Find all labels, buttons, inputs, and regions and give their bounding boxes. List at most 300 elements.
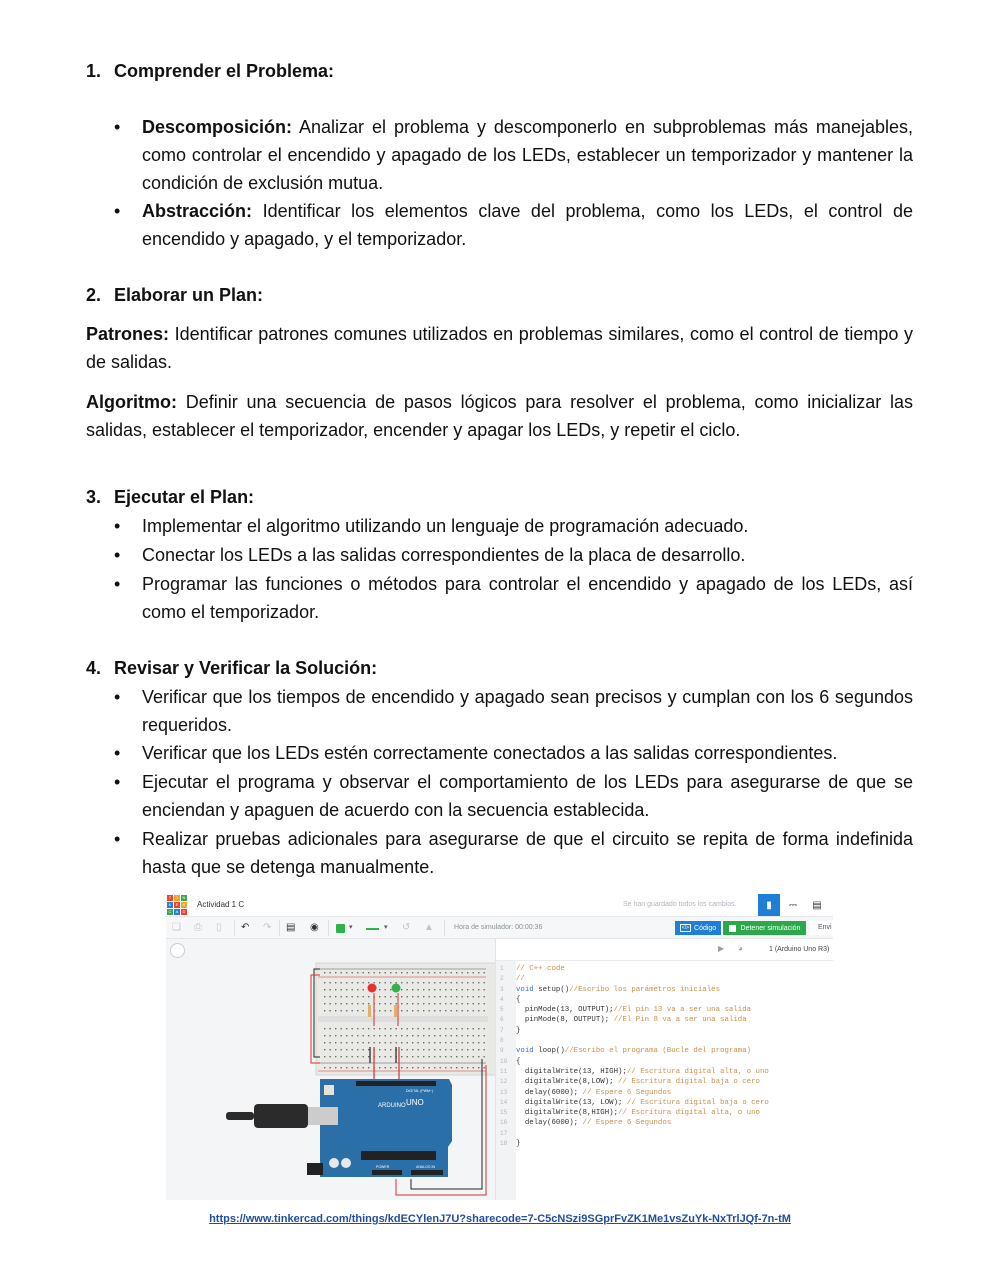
breadboard-hole [396, 1067, 397, 1068]
breadboard-hole [379, 1010, 380, 1011]
breadboard-hole [401, 972, 402, 973]
breadboard-hole [467, 1056, 468, 1057]
breadboard-hole [440, 982, 441, 983]
rotate-icon[interactable]: ↺ [402, 922, 411, 933]
breadboard-hole [357, 1010, 358, 1011]
breadboard-hole [484, 1010, 485, 1011]
logo-letter: E [175, 902, 179, 907]
line-number: 18 [500, 1140, 508, 1148]
save-status: Se han guardado todos los cambios. [623, 901, 737, 908]
breadboard-hole [352, 1042, 353, 1043]
breadboard-hole [467, 982, 468, 983]
breadboard-hole [363, 996, 364, 997]
breadboard-hole [401, 982, 402, 983]
project-title[interactable]: Actividad 1 C [197, 900, 245, 909]
power-label: POWER [376, 1165, 390, 1169]
breadboard-hole [473, 982, 474, 983]
breadboard-hole [451, 996, 452, 997]
breadboard-hole [379, 996, 380, 997]
breadboard-hole [440, 972, 441, 973]
breadboard-hole [335, 982, 336, 983]
breadboard-hole [390, 1042, 391, 1043]
breadboard-hole [423, 996, 424, 997]
breadboard-hole [412, 1003, 413, 1004]
breadboard-hole [357, 1056, 358, 1057]
line-number: 3 [500, 985, 504, 993]
step-icon[interactable]: ▶ [718, 944, 725, 953]
power-jack [307, 1163, 323, 1175]
analog-header [411, 1170, 443, 1175]
wire-type-picker[interactable] [366, 928, 379, 930]
breadboard-hole [379, 1003, 380, 1004]
breadboard-hole [385, 1042, 386, 1043]
chip-icon: ⎓ [789, 899, 797, 911]
tinkercad-link[interactable]: https://www.tinkercad.com/things/kdECYlenJ7U?sharecode=7-C5cNSzi9SGprFvZK1Me1vsZuYk-NxTrlJQf-7n-tM [209, 1213, 791, 1225]
breadboard-hole [484, 1028, 485, 1029]
breadboard-hole [330, 1042, 331, 1043]
code-comment: // Escritura digital alta, o uno [618, 1109, 760, 1118]
breadboard-hole [324, 1035, 325, 1036]
breadboard-hole [385, 1028, 386, 1029]
logo-letter: D [182, 909, 186, 914]
logo-letter: K [168, 902, 172, 907]
breadboard-hole [352, 1035, 353, 1036]
digital-label: DIGITAL (PWM~) [406, 1089, 434, 1093]
breadboard-hole [434, 996, 435, 997]
breadboard-hole [467, 1010, 468, 1011]
paragraph-algoritmo [86, 388, 913, 444]
breadboard-hole [330, 972, 331, 973]
flip-icon[interactable]: ▲ [424, 922, 434, 933]
code-comment: //Escribo el programa (Bucle del programa) [564, 1047, 752, 1056]
breadboard-hole [478, 989, 479, 990]
breadboard-hole [352, 1056, 353, 1057]
breadboard-hole [385, 989, 386, 990]
bullet-text: Realizar pruebas adicionales para asegurarse de que el circuito se repita de forma indefinida hasta que se detenga manualmente. [142, 829, 913, 877]
code-comment: //El pin 13 va a ser una salida [613, 1006, 752, 1015]
divider [444, 920, 445, 936]
code-comment: //El Pin 8 va a ser una salida [613, 1016, 747, 1025]
breadboard-hole [335, 972, 336, 973]
capacitor [341, 1158, 351, 1168]
breadboard-hole [462, 1067, 463, 1068]
code-text: pinMode(13, OUTPUT); [516, 1006, 614, 1015]
breadboard-hole [418, 1003, 419, 1004]
breadboard-hole [374, 1042, 375, 1043]
code-icon: </> [681, 925, 690, 931]
stop-simulation-button[interactable] [723, 921, 806, 935]
code-line [498, 1139, 769, 1149]
breadboard-hole [412, 989, 413, 990]
breadboard-hole [462, 989, 463, 990]
code-comment: // Escritura digital alta, o uno [626, 1067, 769, 1076]
bullet-text: Ejecutar el programa y observar el comportamiento de los LEDs para asegurarse de que se enciendan y apaguen de acuerdo con la secuencia establecida. [142, 772, 913, 820]
breadboard-hole [379, 1028, 380, 1029]
breadboard-hole [456, 972, 457, 973]
breadboard-hole [473, 1056, 474, 1057]
breadboard-hole [346, 1056, 347, 1057]
breadboard-hole [352, 972, 353, 973]
breadboard-hole [335, 1003, 336, 1004]
breadboard-hole [385, 1056, 386, 1057]
paste-icon[interactable]: ⎙ [194, 922, 202, 933]
breadboard-hole [324, 989, 325, 990]
breadboard-hole [456, 1010, 457, 1011]
breadboard-hole [407, 972, 408, 973]
color-picker[interactable] [336, 924, 345, 933]
code-editor[interactable] [498, 964, 769, 1149]
paragraph-patrones [86, 320, 913, 376]
breadboard-hole [385, 1067, 386, 1068]
breadboard-hole [379, 1056, 380, 1057]
breadboard-hole [346, 1035, 347, 1036]
section-title: Elaborar un Plan: [114, 285, 264, 305]
breadboard-hole [423, 989, 424, 990]
code-comment: // Escritura digital baja o cero [626, 1098, 769, 1107]
breadboard-hole [368, 1042, 369, 1043]
breadboard-hole [407, 982, 408, 983]
code-keyword: void [516, 985, 534, 994]
breadboard-hole [456, 1035, 457, 1036]
logo-letter: A [175, 909, 179, 914]
breadboard-hole [429, 1003, 430, 1004]
breadboard-hole [478, 1028, 479, 1029]
breadboard-hole [418, 1010, 419, 1011]
term: Patrones: [86, 324, 170, 344]
breadboard-hole [341, 1003, 342, 1004]
breadboard-hole [456, 1028, 457, 1029]
code-text: digitalWrite(13, LOW); [516, 1098, 627, 1107]
breadboard-hole [357, 1042, 358, 1043]
breadboard-hole [346, 996, 347, 997]
breadboard-hole [324, 1042, 325, 1043]
breadboard-hole [445, 996, 446, 997]
breadboard-hole [462, 1035, 463, 1036]
breadboard-hole [330, 1003, 331, 1004]
breadboard-hole [401, 1049, 402, 1050]
breadboard-hole [352, 1028, 353, 1029]
breadboard-hole [418, 1035, 419, 1036]
breadboard-hole [390, 1049, 391, 1050]
breadboard-hole [429, 982, 430, 983]
breadboard-hole [484, 982, 485, 983]
breadboard-hole [473, 1035, 474, 1036]
breadboard-hole [462, 1056, 463, 1057]
breadboard-hole [341, 1049, 342, 1050]
breadboard-hole [462, 982, 463, 983]
breadboard-hole [434, 1028, 435, 1029]
list-item [142, 113, 913, 197]
breadboard-hole [324, 1028, 325, 1029]
breadboard-hole [368, 1003, 369, 1004]
device-select[interactable]: 1 (Arduino Uno R3) [762, 943, 833, 957]
breadboard-hole [363, 1056, 364, 1057]
breadboard-hole [434, 1003, 435, 1004]
breadboard-hole [418, 972, 419, 973]
breadboard-hole [478, 972, 479, 973]
section-number: 2. [86, 285, 102, 305]
code-line [498, 1118, 769, 1128]
breadboard-hole [484, 989, 485, 990]
breadboard-hole [357, 989, 358, 990]
breadboard-hole [396, 1003, 397, 1004]
tinkercad-screenshot [166, 893, 833, 1200]
breadboard-hole [462, 1028, 463, 1029]
usb-plug [306, 1107, 338, 1125]
section-number: 4. [86, 658, 102, 678]
breadboard-hole [418, 1049, 419, 1050]
resistor [394, 1005, 397, 1017]
breadboard-hole [473, 972, 474, 973]
breadboard-hole [363, 1042, 364, 1043]
code-line [498, 1046, 769, 1056]
breadboard-hole [379, 989, 380, 990]
code-button[interactable] [675, 921, 721, 935]
breadboard-hole [467, 989, 468, 990]
breadboard-hole [412, 1035, 413, 1036]
breadboard-hole [374, 972, 375, 973]
breadboard-hole [330, 1010, 331, 1011]
breadboard-hole [484, 996, 485, 997]
breadboard-hole [346, 1049, 347, 1050]
list-item [142, 683, 913, 739]
breadboard-hole [451, 1003, 452, 1004]
undo-icon[interactable]: ↶ [241, 922, 250, 933]
breadboard-hole [434, 1049, 435, 1050]
breadboard-hole [357, 972, 358, 973]
code-line [498, 1005, 769, 1015]
breadboard-hole [412, 1028, 413, 1029]
chevron-down-icon[interactable]: ▾ [349, 924, 353, 931]
line-number: 5 [500, 1006, 504, 1014]
breadboard-channel [318, 1016, 488, 1022]
breadboard-hole [390, 1003, 391, 1004]
code-text: { [516, 1057, 521, 1066]
bullet-text: Analizar el problema y descomponerlo en subproblemas más manejables, como controlar el encendido y apagado de los LEDs, establecer un temporizador y mantener la condición de exclusión mutua. [142, 117, 913, 193]
breadboard-hole [423, 982, 424, 983]
line-number: 17 [500, 1129, 508, 1137]
breadboard-hole [484, 1049, 485, 1050]
breadboard-hole [412, 996, 413, 997]
copy-icon[interactable]: ❏ [172, 922, 181, 933]
breadboard-hole [407, 1028, 408, 1029]
code-comment: // Espere 6 Segundos [582, 1119, 672, 1128]
list-icon: ▤ [812, 899, 822, 911]
breadboard-hole [473, 1003, 474, 1004]
debug-icon[interactable]: ◕ [738, 944, 743, 953]
breadboard-hole [434, 1010, 435, 1011]
logo-letter: I [174, 895, 180, 901]
breadboard-hole [341, 1028, 342, 1029]
code-text: setup() [533, 985, 570, 994]
redo-icon[interactable]: ↷ [263, 922, 272, 933]
digital-header [356, 1081, 436, 1086]
schematic-view-button[interactable] [782, 894, 804, 916]
breadboard-hole [407, 1042, 408, 1043]
line-number: 11 [500, 1067, 508, 1075]
breadboard-hole [423, 1003, 424, 1004]
breadboard-hole [462, 1003, 463, 1004]
breadboard-hole [451, 1042, 452, 1043]
board-model: UNO [406, 1098, 424, 1107]
arduino-board [320, 1079, 452, 1177]
breadboard-hole [368, 996, 369, 997]
breadboard-hole [478, 1049, 479, 1050]
stop-icon [729, 925, 736, 932]
breadboard-hole [374, 1028, 375, 1029]
list-item [142, 739, 913, 767]
breadboard-hole [456, 982, 457, 983]
breadboard-hole [445, 1028, 446, 1029]
code-line [498, 1026, 769, 1036]
breadboard-hole [368, 1056, 369, 1057]
breadboard-hole [429, 1067, 430, 1068]
breadboard-hole [368, 982, 369, 983]
breadboard-hole [335, 989, 336, 990]
breadboard-hole [429, 972, 430, 973]
bullet-text: Identificar los elementos clave del problema, como los LEDs, el control de encendido y apagado, y el temporizador. [142, 201, 913, 249]
notes-icon[interactable]: ▤ [286, 922, 296, 933]
breadboard-hole [385, 1010, 386, 1011]
chevron-down-icon[interactable]: ▾ [384, 924, 388, 931]
breadboard-hole [440, 1035, 441, 1036]
breadboard-hole [330, 989, 331, 990]
breadboard-hole [390, 972, 391, 973]
breadboard-hole [341, 989, 342, 990]
breadboard-hole [368, 1067, 369, 1068]
breadboard-hole [363, 1003, 364, 1004]
breadboard-hole [418, 989, 419, 990]
line-number: 4 [500, 995, 504, 1003]
breadboard-hole [418, 1028, 419, 1029]
breadboard-hole [379, 1042, 380, 1043]
board-brand: ARDUINO [378, 1103, 406, 1109]
line-number: 6 [500, 1016, 504, 1024]
breadboard-hole [467, 1028, 468, 1029]
breadboard-hole [368, 1028, 369, 1029]
breadboard-hole [330, 982, 331, 983]
circuit-canvas[interactable] [166, 939, 495, 1200]
breadboard-hole [335, 1035, 336, 1036]
code-comment: // [516, 975, 525, 984]
delete-icon[interactable]: ▯ [216, 922, 222, 933]
code-text: pinMode(8, OUTPUT); [516, 1016, 614, 1025]
send-button[interactable]: Envi [810, 921, 833, 935]
breadboard-hole [324, 996, 325, 997]
breadboard-hole [484, 1042, 485, 1043]
breadboard-hole [467, 1067, 468, 1068]
bullet-text: Implementar el algoritmo utilizando un lenguaje de programación adecuado. [142, 516, 749, 536]
breadboard-hole [390, 1035, 391, 1036]
breadboard-hole [445, 1067, 446, 1068]
breadboard-hole [440, 1049, 441, 1050]
breadboard-hole [346, 1010, 347, 1011]
breadboard-hole [335, 1049, 336, 1050]
breadboard-hole [467, 1035, 468, 1036]
breadboard-hole [478, 1035, 479, 1036]
breadboard-hole [451, 989, 452, 990]
breadboard-hole [412, 972, 413, 973]
breadboard-hole [363, 982, 364, 983]
breadboard-hole [456, 1042, 457, 1043]
breadboard-icon: ▮ [766, 899, 772, 911]
breadboard-hole [346, 1028, 347, 1029]
breadboard-hole [385, 1035, 386, 1036]
breadboard-hole [401, 996, 402, 997]
code-line [498, 995, 769, 1005]
bullet-text: Verificar que los LEDs estén correctamente conectados a las salidas correspondientes. [142, 743, 838, 763]
usb-cable [254, 1104, 308, 1128]
component-list-button[interactable] [806, 894, 828, 916]
breadboard-hole [451, 972, 452, 973]
breadboard-hole [407, 1003, 408, 1004]
breadboard-hole [445, 1056, 446, 1057]
logo-letter: T [168, 895, 172, 900]
breadboard-hole [445, 982, 446, 983]
breadboard-hole [385, 982, 386, 983]
breadboard-hole [352, 1049, 353, 1050]
term: Descomposición: [142, 117, 293, 137]
code-button-label: Código [694, 924, 717, 932]
breadboard-hole [407, 996, 408, 997]
breadboard-hole [335, 1056, 336, 1057]
breadboard-hole [396, 1028, 397, 1029]
line-number: 1 [500, 965, 504, 972]
breadboard-hole [324, 972, 325, 973]
breadboard-hole [451, 1028, 452, 1029]
logo-letter: R [182, 902, 186, 907]
breadboard-hole [401, 1010, 402, 1011]
breadboard-hole [385, 1003, 386, 1004]
circuit-view-button[interactable] [758, 894, 780, 916]
bullet-text: Programar las funciones o métodos para controlar el encendido y apagado de los LEDs, así como el temporizador. [142, 574, 913, 622]
breadboard-hole [357, 1049, 358, 1050]
breadboard-hole [330, 1049, 331, 1050]
breadboard-hole [396, 972, 397, 973]
breadboard-hole [478, 1003, 479, 1004]
breadboard-hole [330, 1056, 331, 1057]
code-editor-panel [495, 939, 833, 1200]
breadboard-hole [484, 1003, 485, 1004]
breadboard-hole [363, 972, 364, 973]
breadboard-hole [407, 989, 408, 990]
breadboard-hole [467, 996, 468, 997]
microcontroller-chip [361, 1151, 436, 1160]
breadboard-hole [352, 989, 353, 990]
view-icon[interactable]: ◉ [310, 922, 319, 933]
code-keyword: void [516, 1047, 534, 1056]
section-2-heading [86, 281, 263, 309]
breadboard-hole [440, 1067, 441, 1068]
breadboard-hole [423, 1010, 424, 1011]
breadboard-hole [335, 996, 336, 997]
code-text: delay(6000); [516, 1119, 583, 1128]
code-text: { [516, 995, 521, 1004]
breadboard-hole [462, 1042, 463, 1043]
breadboard-hole [434, 989, 435, 990]
breadboard-hole [346, 1003, 347, 1004]
circuit-diagram [166, 939, 495, 1200]
breadboard-hole [462, 1049, 463, 1050]
list-item [142, 512, 913, 540]
code-line [498, 1129, 769, 1139]
breadboard-hole [335, 1067, 336, 1068]
breadboard-hole [484, 1067, 485, 1068]
list-item [142, 768, 913, 824]
breadboard-hole [440, 1042, 441, 1043]
tinkercad-header [166, 893, 833, 917]
code-comment: // Espere 6 Segundos [582, 1088, 672, 1097]
